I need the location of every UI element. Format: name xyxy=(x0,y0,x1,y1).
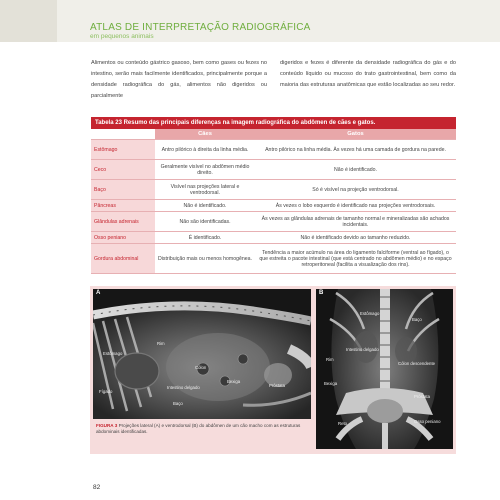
cell-cat: Não é identificado devido ao tamanho reduzido. xyxy=(255,232,456,244)
page-number: 82 xyxy=(93,484,101,491)
comparison-table xyxy=(91,117,456,274)
xray-lateral xyxy=(93,289,311,419)
row-label: Ceco xyxy=(91,160,155,180)
panel-b-label: B xyxy=(319,290,324,296)
table-row xyxy=(91,160,456,180)
label-prostate-b: Próstata xyxy=(414,394,431,399)
label-small-intestine-b: Intestino delgado xyxy=(346,347,379,352)
row-label: Osso peniano xyxy=(91,232,155,244)
intro-paragraph-left: Alimentos ou conteúdo gástrico gasoso, bem como gases ou fezes no intestino, serão mais facilmente identificados, principalmente porque a densidade radiográfica do gás, alimentos não digeridos ou parcialmente xyxy=(91,60,267,99)
row-label: Baço xyxy=(91,180,155,200)
label-os-penis-b: Osso peniano xyxy=(414,419,441,424)
label-prostate-a: Próstata xyxy=(269,383,286,388)
cell-cat: Às vezes o lobo esquerdo é identificado nas projeções ventrodorsais. xyxy=(255,200,456,212)
cell-dog: É identificado. xyxy=(155,232,255,244)
label-descending-colon-b: Cólon descendente xyxy=(398,361,436,366)
intro-paragraph-right: digeridos e fezes é diferente da densidade radiográfica do gás e do conteúdo líquido ou mucoso do trato gastrointestinal, bem como da maioria das estruturas anatômicas que estão localizadas ao seu redor. xyxy=(280,60,456,88)
row-label: Estômago xyxy=(91,140,155,160)
xray-ventrodorsal-image xyxy=(316,289,453,449)
book-title: ATLAS DE INTERPRETAÇÃO RADIOGRÁFICA xyxy=(90,22,311,33)
table-header-dogs: Cães xyxy=(155,129,255,140)
xray-ventrodorsal xyxy=(316,289,453,449)
figure-caption-text: Projeções lateral (A) e ventrodorsal (B) do abdômen de um cão macho com as estruturas abdominais identificadas. xyxy=(96,423,301,434)
header-bar xyxy=(0,0,500,42)
label-small-intestine-a: Intestino delgado xyxy=(167,385,200,390)
label-stomach-b: Estômago xyxy=(360,311,380,316)
cell-cat: Às vezes as glândulas adrenais de tamanho normal e mineralizadas são achados incidentais. xyxy=(255,212,456,232)
label-bladder-a: Bexiga xyxy=(227,379,241,384)
table-row xyxy=(91,244,456,274)
book-subtitle: em pequenos animais xyxy=(90,33,154,40)
cell-cat: Só é visível na projeção ventrodorsal. xyxy=(255,180,456,200)
table-row xyxy=(91,200,456,212)
table-header-cats: Gatos xyxy=(255,129,456,140)
table-row xyxy=(91,140,456,160)
cell-dog: Distribuição mais ou menos homogênea. xyxy=(155,244,255,274)
table-row xyxy=(91,232,456,244)
cell-dog: Não são identificadas. xyxy=(155,212,255,232)
label-stomach-a: Estômago xyxy=(103,351,123,356)
label-colon-a: Cólon xyxy=(195,365,207,370)
cell-dog: Não é identificado. xyxy=(155,200,255,212)
xray-lateral-image xyxy=(93,289,311,419)
label-kidney-a: Rim xyxy=(157,341,165,346)
figure-caption-title: FIGURA 3 xyxy=(96,423,118,428)
label-spleen-a: Baço xyxy=(173,401,183,406)
cell-cat: Tendência a maior acúmulo na área do ligamento falciforme (ventral ao fígado), o que estreita o pacote intestinal (que está centrado no abdômen médio) e no espaço retroperitoneal (facilita a visualização dos rins). xyxy=(255,244,456,274)
label-kidney-b: Rim xyxy=(326,357,334,362)
cell-dog: Geralmente visível no abdômen médio direito. xyxy=(155,160,255,180)
cell-dog: Visível nas projeções lateral e ventrodorsal. xyxy=(155,180,255,200)
label-rectum-b: Reto xyxy=(338,421,348,426)
label-bladder-b: Bexiga xyxy=(324,381,338,386)
figure-caption xyxy=(96,423,311,435)
label-liver-a: Fígado xyxy=(99,389,113,394)
cell-dog: Antro pilórico à direita da linha média. xyxy=(155,140,255,160)
table-row xyxy=(91,180,456,200)
row-label: Pâncreas xyxy=(91,200,155,212)
table-caption: Tabela 23 Resumo das principais diferenças na imagem radiográfica do abdômen de cães e gatos. xyxy=(91,117,456,129)
table-corner xyxy=(91,129,155,140)
row-label: Gordura abdominal xyxy=(91,244,155,274)
cell-cat: Antro pilórico na linha média. Às vezes há uma camada de gordura na parede. xyxy=(255,140,456,160)
label-spleen-b: Baço xyxy=(412,317,422,322)
table-row xyxy=(91,212,456,232)
header-accent-block xyxy=(0,0,57,42)
cell-cat: Não é identificado. xyxy=(255,160,456,180)
panel-a-label: A xyxy=(96,290,101,296)
row-label: Glândulas adrenais xyxy=(91,212,155,232)
